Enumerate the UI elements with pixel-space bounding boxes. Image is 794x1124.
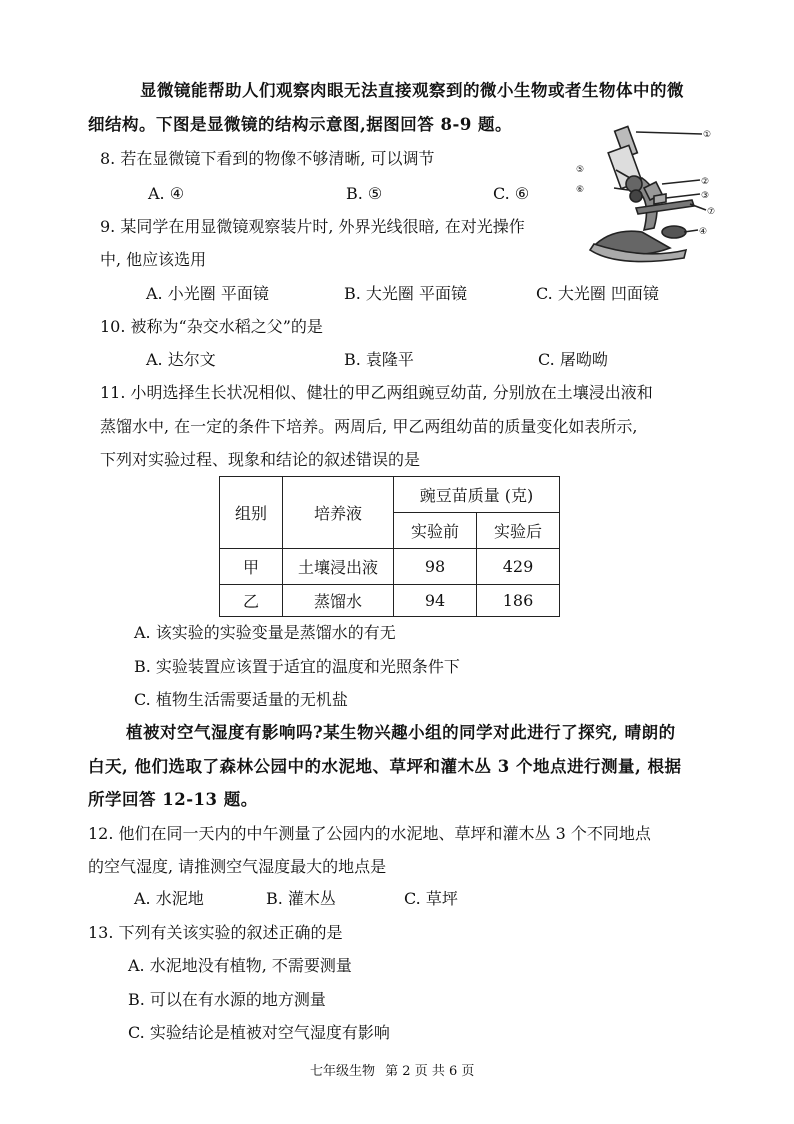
passage2-line-3: 所学回答 12-13 题。 bbox=[88, 790, 258, 809]
q11-stem-3: 下列对实验过程、现象和结论的叙述错误的是 bbox=[100, 450, 421, 469]
q8-option-a[interactable]: A. ④ bbox=[148, 184, 185, 203]
intro-line-2: 细结构。下图是显微镜的结构示意图,据图回答 8-9 题。 bbox=[88, 115, 513, 134]
q13-option-c[interactable]: C. 实验结论是植被对空气湿度有影响 bbox=[128, 1023, 390, 1042]
label-7: ⑦ bbox=[707, 207, 716, 217]
label-4: ④ bbox=[699, 227, 708, 237]
header-mass: 豌豆苗质量 (克) bbox=[394, 477, 560, 513]
q10-option-a[interactable]: A. 达尔文 bbox=[146, 350, 216, 369]
q9-option-b[interactable]: B. 大光圈 平面镜 bbox=[344, 284, 468, 303]
footer-page-number: 第 2 页 共 6 页 bbox=[385, 1064, 475, 1079]
table-row bbox=[220, 549, 560, 585]
q12-option-a[interactable]: A. 水泥地 bbox=[134, 889, 204, 908]
label-2: ② bbox=[701, 177, 710, 187]
q11-stem-2: 蒸馏水中, 在一定的条件下培养。两周后, 甲乙两组幼苗的质量变化如表所示, bbox=[100, 417, 638, 436]
q13-option-b[interactable]: B. 可以在有水源的地方测量 bbox=[128, 990, 326, 1009]
q12-option-b[interactable]: B. 灌木丛 bbox=[266, 889, 336, 908]
q11-option-a[interactable]: A. 该实验的实验变量是蒸馏水的有无 bbox=[134, 623, 396, 642]
cell-group: 乙 bbox=[220, 585, 283, 617]
label-3: ③ bbox=[701, 191, 710, 201]
pea-seedling-table bbox=[219, 476, 560, 617]
q8-option-b[interactable]: B. ⑤ bbox=[346, 184, 383, 203]
q10-option-b[interactable]: B. 袁隆平 bbox=[344, 350, 414, 369]
q12-stem-2: 的空气湿度, 请推测空气湿度最大的地点是 bbox=[88, 857, 387, 876]
cell-after: 186 bbox=[477, 585, 560, 617]
q13-option-a[interactable]: A. 水泥地没有植物, 不需要测量 bbox=[128, 956, 352, 975]
footer-subject: 七年级生物 bbox=[310, 1064, 376, 1079]
cell-after: 429 bbox=[477, 549, 560, 585]
intro-line-1: 显微镜能帮助人们观察肉眼无法直接观察到的微小生物或者生物体中的微 bbox=[140, 81, 684, 100]
q11-option-c[interactable]: C. 植物生活需要适量的无机盐 bbox=[134, 690, 348, 709]
q11-stem-1: 11. 小明选择生长状况相似、健壮的甲乙两组豌豆幼苗, 分别放在土壤浸出液和 bbox=[100, 383, 653, 402]
q8-option-c[interactable]: C. ⑥ bbox=[493, 184, 530, 203]
q9-stem-2: 中, 他应该选用 bbox=[100, 250, 207, 269]
page-footer bbox=[310, 1060, 480, 1079]
q11-option-b[interactable]: B. 实验装置应该置于适宜的温度和光照条件下 bbox=[134, 657, 460, 676]
label-6: ⑥ bbox=[576, 185, 585, 195]
q9-stem-1: 9. 某同学在用显微镜观察装片时, 外界光线很暗, 在对光操作 bbox=[100, 217, 525, 236]
q13-stem: 13. 下列有关该实验的叙述正确的是 bbox=[88, 923, 343, 942]
label-5: ⑤ bbox=[576, 165, 585, 175]
q12-option-c[interactable]: C. 草坪 bbox=[404, 889, 458, 908]
cell-before: 94 bbox=[394, 585, 477, 617]
header-after: 实验后 bbox=[477, 513, 560, 549]
cell-group: 甲 bbox=[220, 549, 283, 585]
header-medium: 培养液 bbox=[283, 477, 394, 549]
q9-option-c[interactable]: C. 大光圈 凹面镜 bbox=[536, 284, 659, 303]
cell-medium: 土壤浸出液 bbox=[283, 549, 394, 585]
q9-option-a[interactable]: A. 小光圈 平面镜 bbox=[146, 284, 269, 303]
label-1: ① bbox=[703, 130, 712, 140]
table-row bbox=[220, 585, 560, 617]
header-before: 实验前 bbox=[394, 513, 477, 549]
header-group: 组别 bbox=[220, 477, 283, 549]
passage2-line-2: 白天, 他们选取了森林公园中的水泥地、草坪和灌木丛 3 个地点进行测量, 根据 bbox=[88, 757, 682, 776]
cell-before: 98 bbox=[394, 549, 477, 585]
q10-stem: 10. 被称为“杂交水稻之父”的是 bbox=[100, 317, 323, 336]
passage2-line-1: 植被对空气湿度有影响吗?某生物兴趣小组的同学对此进行了探究, 晴朗的 bbox=[126, 723, 676, 742]
q10-option-c[interactable]: C. 屠呦呦 bbox=[538, 350, 608, 369]
microscope-diagram bbox=[574, 118, 720, 268]
q8-stem: 8. 若在显微镜下看到的物像不够清晰, 可以调节 bbox=[100, 149, 435, 168]
q12-stem-1: 12. 他们在同一天内的中午测量了公园内的水泥地、草坪和灌木丛 3 个不同地点 bbox=[88, 824, 651, 843]
cell-medium: 蒸馏水 bbox=[283, 585, 394, 617]
